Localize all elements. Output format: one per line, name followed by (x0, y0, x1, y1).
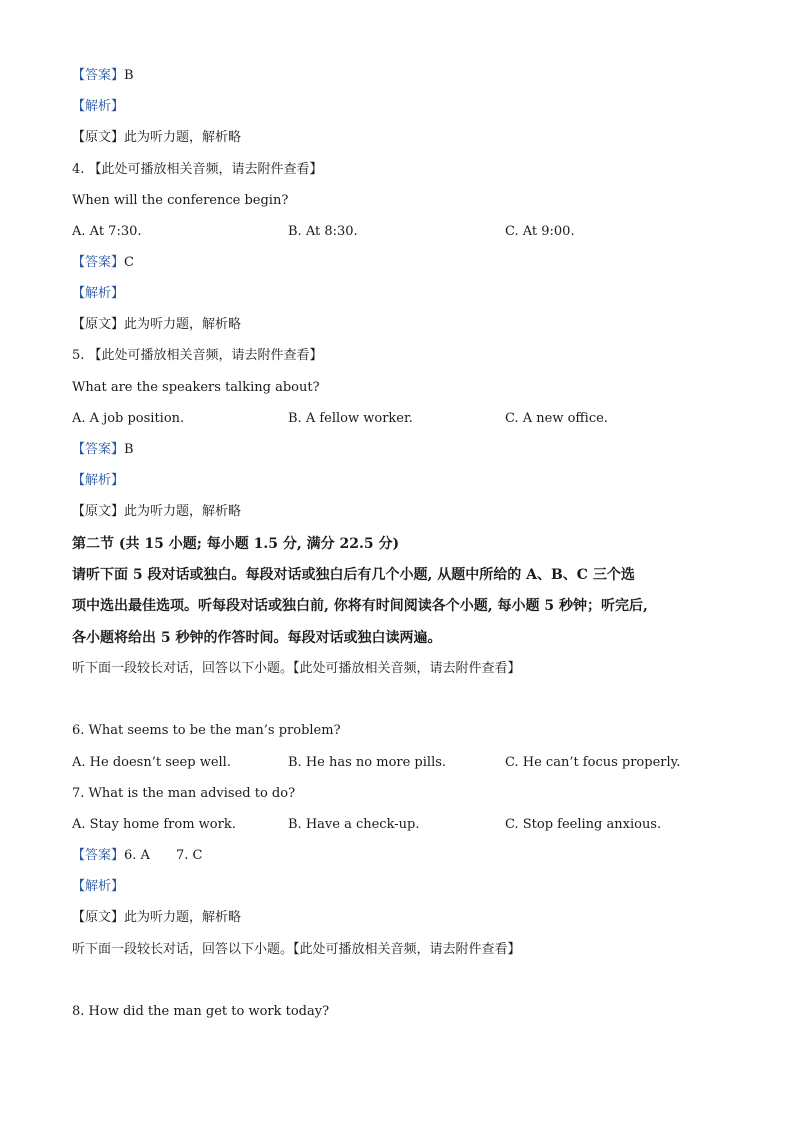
q7-question: 7. What is the man advised to do? (72, 786, 296, 801)
group1-intro: 听下面一段较长对话，回答以下小题。【此处可播放相关音频，请去附件查看】 (72, 661, 521, 676)
analysis-tag: 【解析】 (72, 473, 125, 488)
analysis-tag: 【解析】 (72, 286, 125, 301)
answer-7: 7. C (175, 848, 203, 863)
analysis-tag: 【解析】 (72, 879, 125, 894)
q5-answer-line (72, 441, 754, 459)
q4-question: When will the conference begin? (72, 193, 289, 208)
original-text: 此为听力题，解析略 (124, 130, 242, 145)
section-title: 第二节 (共 15 小题; 每小题 1.5 分, 满分 22.5 分) (72, 536, 400, 552)
q4-analysis-line (72, 285, 754, 303)
q4-option-b: B. At 8:30. (288, 224, 358, 239)
answer-6: 6. A (124, 848, 150, 863)
answer-tag: 【答案】 (72, 68, 125, 83)
section-instructions-line-2: 项中选出最佳选项。听每段对话或独白前, 你将有时间阅读各个小题, 每小题 5 秒钟；听完后, (72, 598, 648, 614)
q6-option-b: B. He has no more pills. (288, 755, 447, 770)
original-text: 此为听力题，解析略 (124, 504, 242, 519)
q7-option-c: C. Stop feeling anxious. (505, 817, 662, 832)
q4-answer-line (72, 254, 754, 272)
original-line (72, 129, 754, 147)
q4-original-line (72, 316, 754, 334)
q7-option-a: A. Stay home from work. (72, 817, 236, 832)
answer-value: B (124, 442, 134, 457)
group1-answer-line (72, 847, 754, 865)
analysis-line (72, 98, 754, 116)
q5-option-b: B. A fellow worker. (288, 411, 413, 426)
original-tag: 【原文】 (72, 504, 125, 519)
q6-question: 6. What seems to be the man’s problem? (72, 723, 341, 738)
original-tag: 【原文】 (72, 910, 125, 925)
section-instructions-line-3: 各小题将给出 5 秒钟的作答时间。每段对话或独白读两遍。 (72, 630, 442, 646)
analysis-tag: 【解析】 (72, 99, 125, 114)
answer-tag: 【答案】 (72, 255, 125, 270)
q6-option-c: C. He can’t focus properly. (505, 755, 681, 770)
q5-option-c: C. A new office. (505, 411, 608, 426)
q7-option-b: B. Have a check-up. (288, 817, 420, 832)
answer-tag: 【答案】 (72, 848, 125, 863)
q5-analysis-line (72, 472, 754, 490)
q5-option-a: A. A job position. (72, 411, 185, 426)
answer-value: B (124, 68, 134, 83)
group1-analysis-line (72, 878, 754, 896)
answer-tag: 【答案】 (72, 442, 125, 457)
q4-header: 4. 【此处可播放相关音频，请去附件查看】 (72, 162, 323, 177)
original-text: 此为听力题，解析略 (124, 910, 242, 925)
q4-option-c: C. At 9:00. (505, 224, 575, 239)
section-instructions-line-1: 请听下面 5 段对话或独白。每段对话或独白后有几个小题, 从题中所给的 A、B、C 三个选 (72, 567, 635, 583)
q5-question: What are the speakers talking about? (72, 380, 320, 395)
q5-header: 5. 【此处可播放相关音频，请去附件查看】 (72, 348, 323, 363)
answer-value: C (124, 255, 134, 270)
answer-line (72, 67, 754, 85)
group1-original-line (72, 909, 754, 927)
group2-intro: 听下面一段较长对话，回答以下小题。【此处可播放相关音频，请去附件查看】 (72, 942, 521, 957)
original-text: 此为听力题，解析略 (124, 317, 242, 332)
original-tag: 【原文】 (72, 317, 125, 332)
original-tag: 【原文】 (72, 130, 125, 145)
q4-option-a: A. At 7:30. (72, 224, 142, 239)
q5-original-line (72, 503, 754, 521)
q8-question: 8. How did the man get to work today? (72, 1004, 330, 1019)
q6-option-a: A. He doesn’t seep well. (72, 755, 231, 770)
